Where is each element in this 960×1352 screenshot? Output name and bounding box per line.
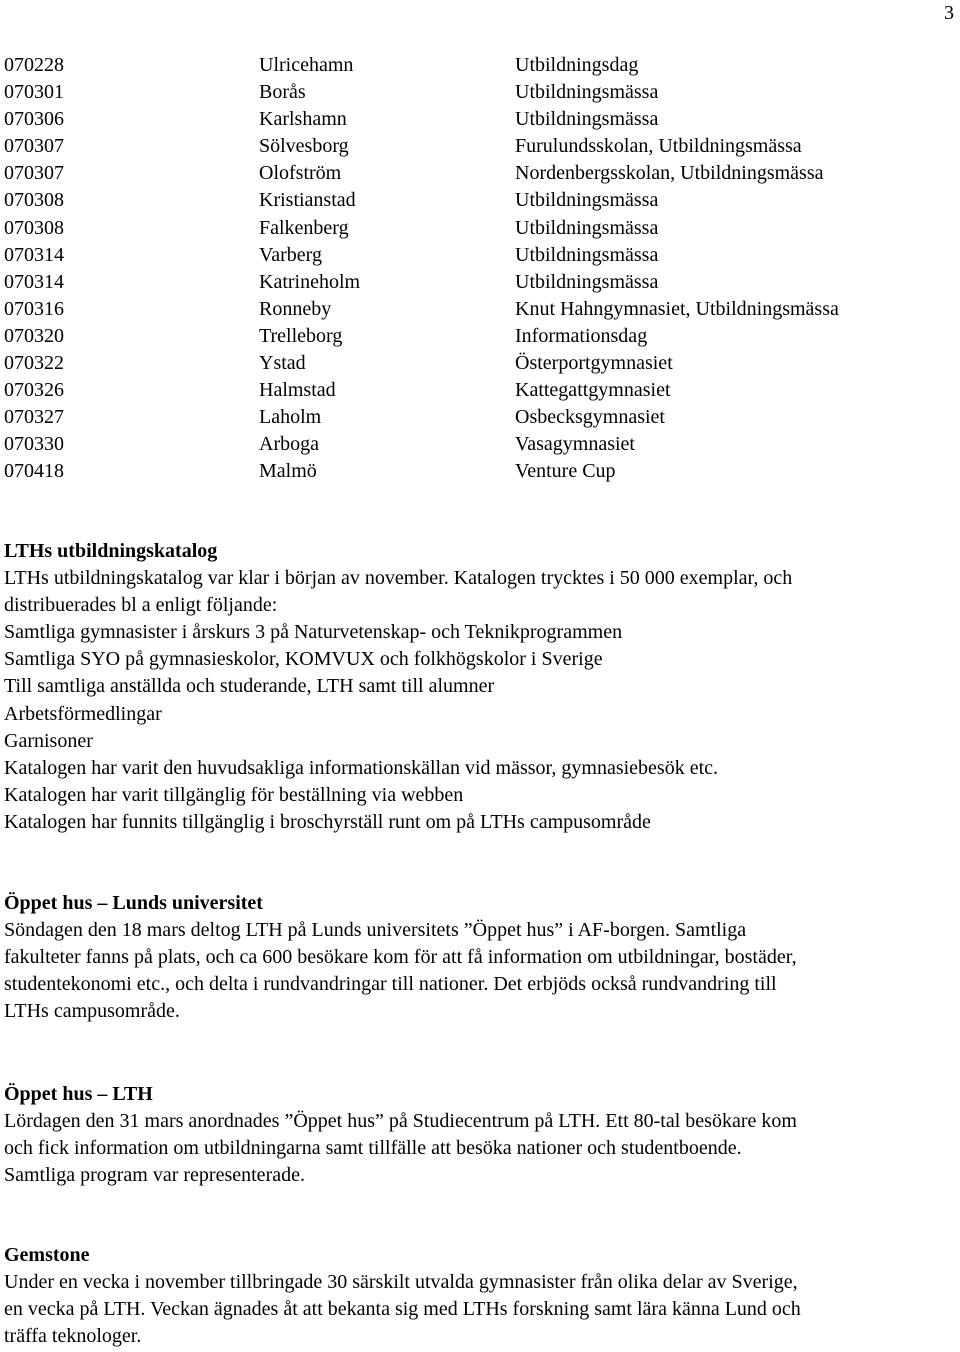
section-body <box>4 1108 956 1189</box>
event-place: Halmstad <box>259 379 336 402</box>
page-number: 3 <box>944 2 954 24</box>
event-row <box>4 269 944 296</box>
event-place: Malmö <box>259 460 317 483</box>
event-date: 070330 <box>4 433 64 456</box>
event-row <box>4 350 944 377</box>
section-oppet-hus-lund <box>4 890 956 1025</box>
event-row <box>4 377 944 404</box>
event-row <box>4 160 944 187</box>
section-oppet-hus-lth <box>4 1081 956 1189</box>
event-place: Ronneby <box>259 297 332 320</box>
event-date: 070418 <box>4 460 64 483</box>
text-line: LTHs utbildningskatalog var klar i början av november. Katalogen trycktes i 50 000 exemplar, och <box>4 567 793 590</box>
text-line: Samtliga SYO på gymnasieskolor, KOMVUX och folkhögskolor i Sverige <box>4 648 603 671</box>
event-description: Utbildningsmässa <box>515 108 659 131</box>
event-date: 070301 <box>4 81 64 104</box>
event-row <box>4 52 944 79</box>
event-row <box>4 431 944 458</box>
text-line: distribuerades bl a enligt följande: <box>4 594 278 617</box>
text-line: Lördagen den 31 mars anordnades ”Öppet hus” på Studiecentrum på LTH. Ett 80-tal besökare kom <box>4 1110 797 1133</box>
event-list <box>4 52 944 486</box>
section-body <box>4 565 956 836</box>
text-line: LTHs campusområde. <box>4 1000 180 1023</box>
event-place: Kristianstad <box>259 189 356 212</box>
event-description: Nordenbergsskolan, Utbildningsmässa <box>515 162 824 185</box>
event-description: Österportgymnasiet <box>515 352 673 375</box>
event-row <box>4 323 944 350</box>
event-date: 070314 <box>4 243 64 266</box>
event-description: Informationsdag <box>515 324 648 347</box>
event-date: 070306 <box>4 108 64 131</box>
text-line: Arbetsförmedlingar <box>4 702 162 725</box>
event-row <box>4 404 944 431</box>
event-date: 070308 <box>4 216 64 239</box>
event-date: 070308 <box>4 189 64 212</box>
section-title: Öppet hus – LTH <box>4 1083 153 1105</box>
section-gemstone <box>4 1242 956 1350</box>
event-date: 070322 <box>4 352 64 375</box>
event-description: Osbecksgymnasiet <box>515 406 665 429</box>
event-row <box>4 106 944 133</box>
event-description: Kattegattgymnasiet <box>515 379 671 402</box>
event-description: Utbildningsmässa <box>515 81 659 104</box>
text-line: Samtliga gymnasister i årskurs 3 på Naturvetenskap- och Teknikprogrammen <box>4 621 623 644</box>
text-line: studentekonomi etc., och delta i rundvandringar till nationer. Det erbjöds också rundvandring till <box>4 973 777 996</box>
event-date: 070307 <box>4 162 64 185</box>
event-place: Borås <box>259 81 306 104</box>
text-line: träffa teknologer. <box>4 1325 142 1348</box>
event-row <box>4 133 944 160</box>
section-title: Öppet hus – Lunds universitet <box>4 892 263 914</box>
event-description: Utbildningsdag <box>515 54 639 76</box>
event-date: 070316 <box>4 297 64 320</box>
section-title: LTHs utbildningskatalog <box>4 540 218 562</box>
event-row <box>4 187 944 214</box>
text-line: Under en vecka i november tillbringade 30 särskilt utvalda gymnasister från olika delar av Sverige, <box>4 1271 798 1294</box>
event-place: Sölvesborg <box>259 135 349 158</box>
event-description: Knut Hahngymnasiet, Utbildningsmässa <box>515 297 839 320</box>
event-row <box>4 215 944 242</box>
event-place: Trelleborg <box>259 324 343 347</box>
event-date: 070327 <box>4 406 64 429</box>
section-body <box>4 1269 956 1350</box>
event-description: Furulundsskolan, Utbildningsmässa <box>515 135 802 158</box>
text-line: Samtliga program var representerade. <box>4 1164 305 1187</box>
event-place: Olofström <box>259 162 342 185</box>
section-title: Gemstone <box>4 1244 90 1266</box>
event-date: 070326 <box>4 379 64 402</box>
text-line: Katalogen har varit tillgänglig för beställning via webben <box>4 783 464 806</box>
text-line: en vecka på LTH. Veckan ägnades åt att bekanta sig med LTHs forskning samt lära känna Lund och <box>4 1298 801 1321</box>
event-description: Vasagymnasiet <box>515 433 635 456</box>
event-row <box>4 296 944 323</box>
text-line: Till samtliga anställda och studerande, LTH samt till alumner <box>4 675 495 698</box>
text-line: fakulteter fanns på plats, och ca 600 besökare kom för att få information om utbildningar, bostäder, <box>4 946 797 969</box>
event-date: 070228 <box>4 54 64 76</box>
event-place: Karlshamn <box>259 108 347 131</box>
event-description: Venture Cup <box>515 460 616 483</box>
event-description: Utbildningsmässa <box>515 216 659 239</box>
text-line: Söndagen den 18 mars deltog LTH på Lunds universitets ”Öppet hus” i AF-borgen. Samtliga <box>4 919 747 942</box>
event-description: Utbildningsmässa <box>515 189 659 212</box>
event-place: Ystad <box>259 352 306 375</box>
event-description: Utbildningsmässa <box>515 270 659 293</box>
event-place: Varberg <box>259 243 322 266</box>
event-place: Ulricehamn <box>259 54 354 76</box>
text-line: Katalogen har varit den huvudsakliga informationskällan vid mässor, gymnasiebesök etc. <box>4 756 719 779</box>
event-date: 070320 <box>4 324 64 347</box>
text-line: och fick information om utbildningarna samt tillfälle att besöka nationer och studentboende. <box>4 1137 742 1160</box>
event-description: Utbildningsmässa <box>515 243 659 266</box>
event-date: 070307 <box>4 135 64 158</box>
text-line: Garnisoner <box>4 729 93 752</box>
event-place: Laholm <box>259 406 322 429</box>
event-row <box>4 458 944 485</box>
event-place: Arboga <box>259 433 319 456</box>
event-date: 070314 <box>4 270 64 293</box>
event-place: Katrineholm <box>259 270 361 293</box>
section-utbildningskatalog <box>4 538 956 836</box>
text-line: Katalogen har funnits tillgänglig i broschyrställ runt om på LTHs campusområde <box>4 810 651 833</box>
section-body <box>4 917 956 1025</box>
event-row <box>4 79 944 106</box>
event-place: Falkenberg <box>259 216 349 239</box>
event-row <box>4 242 944 269</box>
